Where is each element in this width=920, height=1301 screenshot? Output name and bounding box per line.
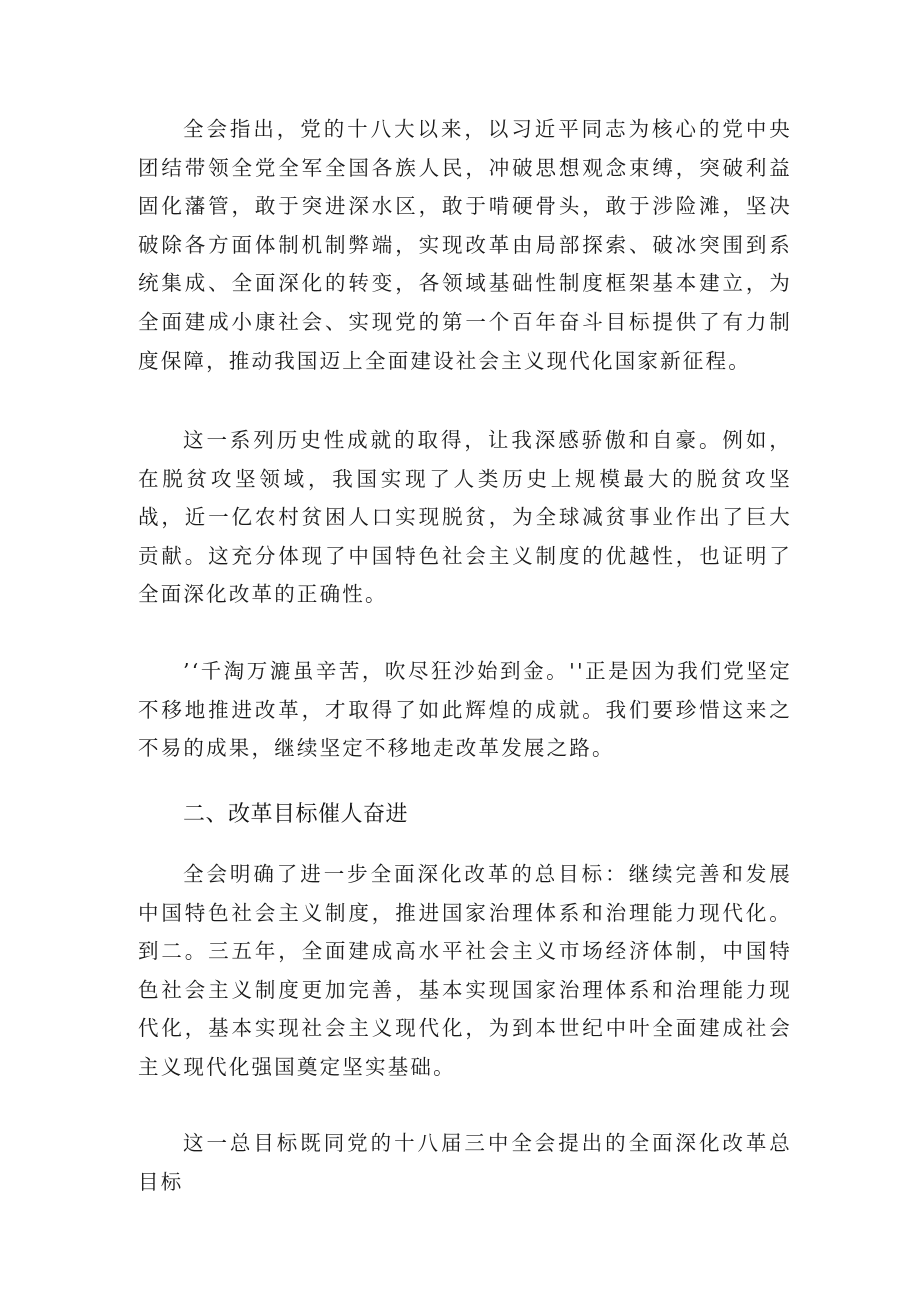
paragraph-plenary-summary: 全会指出，党的十八大以来，以习近平同志为核心的党中央团结带领全党全军全国各族人民，冲破思想观念束缚，突破利益固化藩管，敢于突进深水区，敢于啃硬骨头，敢于涉险滩，坚决破除各方面体制机制弊端，实现改革由局部探索、破冰突围到系统集成、全面深化的转变，各领域基础性制度框架基本建立，为全面建成小康社会、实现党的第一个百年奋斗目标提供了有力制度保障，推动我国迈上全面建设社会主义现代化国家新征程。 (138, 117, 792, 373)
paragraph-reform-goal: 全会明确了进一步全面深化改革的总目标：继续完善和发展中国特色社会主义制度，推进国家治理体系和治理能力现代化。到二。三五年，全面建成高水平社会主义市场经济体制，中国特色社会主义制度更加完善，基本实现国家治理体系和治理能力现代化，基本实现社会主义现代化，为到本世纪中叶全面建成社会主义现代化强国奠定坚实基础。 (138, 862, 792, 1079)
section-heading: 二、改革目标催人奋进 (183, 802, 409, 827)
paragraph-quote: ’‘千淘万漉虽辛苦，吹尽狂沙始到金。''正是因为我们党坚定不移地推进改革，才取得了如此辉煌的成就。我们要珍惜这来之不易的成果，继续坚定不移地走改革发展之路。 (138, 659, 792, 761)
paragraph-goal-comparison: 这一总目标既同党的十八届三中全会提出的全面深化改革总目标 (138, 1131, 792, 1194)
paragraph-achievements: 这一系列历史性成就的取得，让我深感骄傲和自豪。例如，在脱贫攻坚领域，我国实现了人类历史上规模最大的脱贫攻坚战，近一亿农村贫困人口实现脱贫，为全球减贫事业作出了巨大贡献。这充分体现了中国特色社会主义制度的优越性，也证明了全面深化改革的正确性。 (138, 428, 792, 607)
